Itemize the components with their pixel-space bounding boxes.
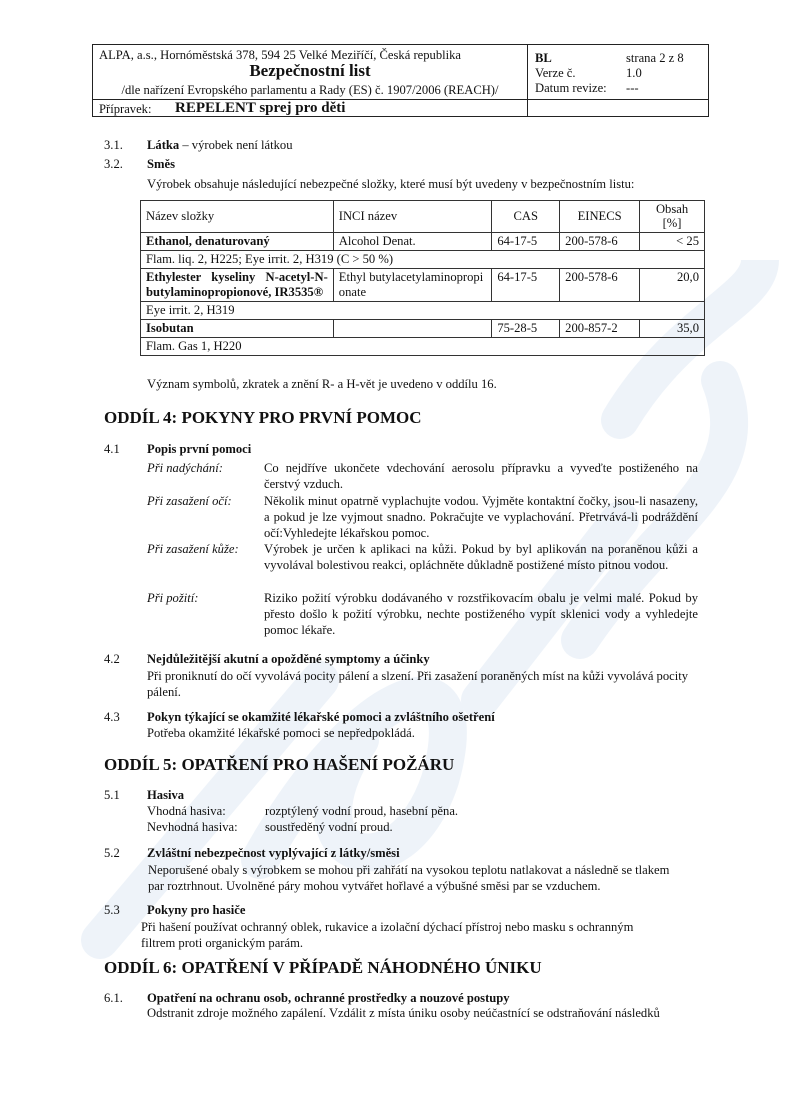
document-title: Bezpečnostní list bbox=[249, 61, 371, 80]
subsection-title: Zvláštní nebezpečnost vyplývající z látky/směsi bbox=[147, 846, 400, 860]
paragraph-line: Při hašení používat ochranný oblek, rukavice a izolační dýchací přístroj nebo masku s ochranným bbox=[141, 920, 634, 934]
cell-einecs: 200-857-2 bbox=[560, 320, 640, 338]
column-header: INCI název bbox=[333, 201, 492, 233]
paragraph: Při proniknutí do očí vyvolává pocity pálení a slzení. Při zasažení poraněných míst na kůži vyvolává pocity pálení. bbox=[147, 669, 689, 699]
version-value: 1.0 bbox=[626, 66, 642, 80]
table-row-classification bbox=[141, 338, 705, 356]
extinguisher-value: rozptýlený vodní proud, hasební pěna. bbox=[265, 804, 459, 818]
bl-label: BL bbox=[535, 51, 552, 65]
cell-cas: 64-17-5 bbox=[492, 233, 560, 251]
document-header bbox=[92, 44, 709, 117]
table-row-classification bbox=[141, 251, 705, 269]
cell-classification: Flam. liq. 2, H225; Eye irrit. 2, H319 (C > 50 %) bbox=[141, 251, 705, 269]
components-table bbox=[140, 200, 705, 356]
column-header: EINECS bbox=[560, 201, 640, 233]
table-row bbox=[141, 320, 705, 338]
first-aid-label: Při zasažení očí: bbox=[147, 494, 232, 508]
section-number: 3.2. bbox=[104, 157, 123, 171]
cell-cas: 75-28-5 bbox=[492, 320, 560, 338]
table-note: Význam symbolů, zkratek a znění R- a H-vět je uvedeno v oddílu 16. bbox=[147, 377, 497, 391]
section-number: 6.1. bbox=[104, 991, 123, 1005]
substance-title: Látka bbox=[147, 138, 180, 152]
table-row-classification bbox=[141, 302, 705, 320]
cell-cas: 64-17-5 bbox=[492, 269, 560, 302]
cell-classification: Eye irrit. 2, H319 bbox=[141, 302, 705, 320]
section-number: 5.3 bbox=[104, 903, 120, 917]
section-number: 3.1. bbox=[104, 138, 123, 152]
section-number: 4.1 bbox=[104, 442, 120, 456]
first-aid-label: Při požití: bbox=[147, 591, 199, 605]
subsection-title: Hasiva bbox=[147, 788, 185, 802]
cell-inci: Alcohol Denat. bbox=[333, 233, 492, 251]
revision-label: Datum revize: bbox=[535, 81, 607, 95]
subsection-title: Opatření na ochranu osob, ochranné prostředky a nouzové postupy bbox=[147, 991, 510, 1005]
first-aid-text: Několik minut opatrně vyplachujte vodou. Vyjměte kontaktní čočky, jsou-li nasazeny, a pokud je lze vyjmout snadno. Pokračujte ve vyplachování. Přetrvává-li podráždění očí:Vyhledejte lékařskou pomoc. bbox=[264, 494, 698, 540]
subsection-title: Popis první pomoci bbox=[147, 442, 252, 456]
subsection-title: Pokyny pro hasiče bbox=[147, 903, 246, 917]
section-heading: ODDÍL 4: POKYNY PRO PRVNÍ POMOC bbox=[104, 408, 422, 427]
first-aid-text: Výrobek je určen k aplikaci na kůži. Pokud by byl aplikován na poraněnou kůži a vyvolával bolestivou reakci, opláchněte důkladně postižené místo pitnou vodou. bbox=[264, 542, 698, 572]
regulation: /dle nařízení Evropského parlamentu a Rady (ES) č. 1907/2006 (REACH)/ bbox=[121, 83, 499, 97]
cell-content: 35,0 bbox=[640, 320, 705, 338]
extinguisher-label: Nevhodná hasiva: bbox=[147, 820, 238, 834]
section-heading: ODDÍL 5: OPATŘENÍ PRO HAŠENÍ POŽÁRU bbox=[104, 755, 455, 774]
extinguisher-value: soustředěný vodní proud. bbox=[265, 820, 393, 834]
subsection-title: Pokyn týkající se okamžité lékařské pomoci a zvláštního ošetření bbox=[147, 710, 495, 724]
cell-classification: Flam. Gas 1, H220 bbox=[141, 338, 705, 356]
paragraph-line: Neporušené obaly s výrobkem se mohou při zahřátí na vysokou teplotu natlakovat a následně se tlakem bbox=[148, 863, 670, 877]
section-number: 5.1 bbox=[104, 788, 120, 802]
version-label: Verze č. bbox=[535, 66, 576, 80]
first-aid-label: Při nadýchání: bbox=[147, 461, 223, 475]
page-number: strana 2 z 8 bbox=[626, 51, 684, 65]
cell-name: Isobutan bbox=[141, 320, 334, 338]
column-header: Název složky bbox=[141, 201, 334, 233]
cell-name: Ethylester kyseliny N-acetyl-N-butylaminopropionové, IR3535® bbox=[141, 269, 334, 302]
section-number: 4.3 bbox=[104, 710, 120, 724]
subsection-title: Nejdůležitější akutní a opožděné symptomy a účinky bbox=[147, 652, 430, 666]
mixture-intro: Výrobek obsahuje následující nebezpečné složky, které musí být uvedeny v bezpečnostním listu: bbox=[147, 177, 635, 191]
first-aid-text: Co nejdříve ukončete vdechování aerosolu přípravku a vyveďte postiženého na čerstvý vzduch. bbox=[264, 461, 698, 491]
revision-value: --- bbox=[626, 81, 639, 95]
cell-inci bbox=[333, 320, 492, 338]
extinguisher-label: Vhodná hasiva: bbox=[147, 804, 226, 818]
table-row bbox=[141, 269, 705, 302]
paragraph-line: filtrem proti organickým parám. bbox=[141, 936, 304, 950]
column-header: Obsah [%] bbox=[640, 201, 705, 233]
section-number: 4.2 bbox=[104, 652, 120, 666]
mixture-title: Směs bbox=[147, 157, 175, 171]
paragraph-line: par roztrhnout. Uvolněné páry mohou vytvářet hořlavé a výbušné směsi par se vzduchem. bbox=[148, 879, 601, 893]
paragraph: Odstranit zdroje možného zapálení. Vzdálit z místa úniku osoby neúčastnící se odstraňování následků bbox=[147, 1006, 660, 1020]
cell-inci: Ethyl butylacetylaminopropionate bbox=[333, 269, 492, 302]
section-heading: ODDÍL 6: OPATŘENÍ V PŘÍPADĚ NÁHODNÉHO ÚNIKU bbox=[104, 958, 542, 977]
section-number: 5.2 bbox=[104, 846, 120, 860]
company-address: ALPA, a.s., Hornóměstská 378, 594 25 Velké Meziříčí, Česká republika bbox=[99, 48, 462, 62]
product-label: Přípravek: bbox=[99, 102, 152, 116]
paragraph: Potřeba okamžité lékařské pomoci se nepředpokládá. bbox=[147, 726, 415, 740]
substance-line bbox=[147, 137, 293, 153]
substance-text: – výrobek není látkou bbox=[179, 138, 293, 152]
table-row bbox=[141, 233, 705, 251]
cell-name: Ethanol, denaturovaný bbox=[141, 233, 334, 251]
cell-einecs: 200-578-6 bbox=[560, 233, 640, 251]
first-aid-label: Při zasažení kůže: bbox=[147, 542, 239, 556]
cell-einecs: 200-578-6 bbox=[560, 269, 640, 302]
first-aid-text: Riziko požití výrobku dodávaného v rozstřikovacím obalu je velmi malé. Pokud by přesto došlo k požití výrobku, nechte postiženého vypít sklenici vody a vyhledejte pomoc lékaře. bbox=[264, 591, 698, 637]
cell-content: 20,0 bbox=[640, 269, 705, 302]
cell-content: < 25 bbox=[640, 233, 705, 251]
product-name: REPELENT sprej pro děti bbox=[175, 100, 346, 116]
table-header-row bbox=[141, 201, 705, 233]
column-header: CAS bbox=[492, 201, 560, 233]
